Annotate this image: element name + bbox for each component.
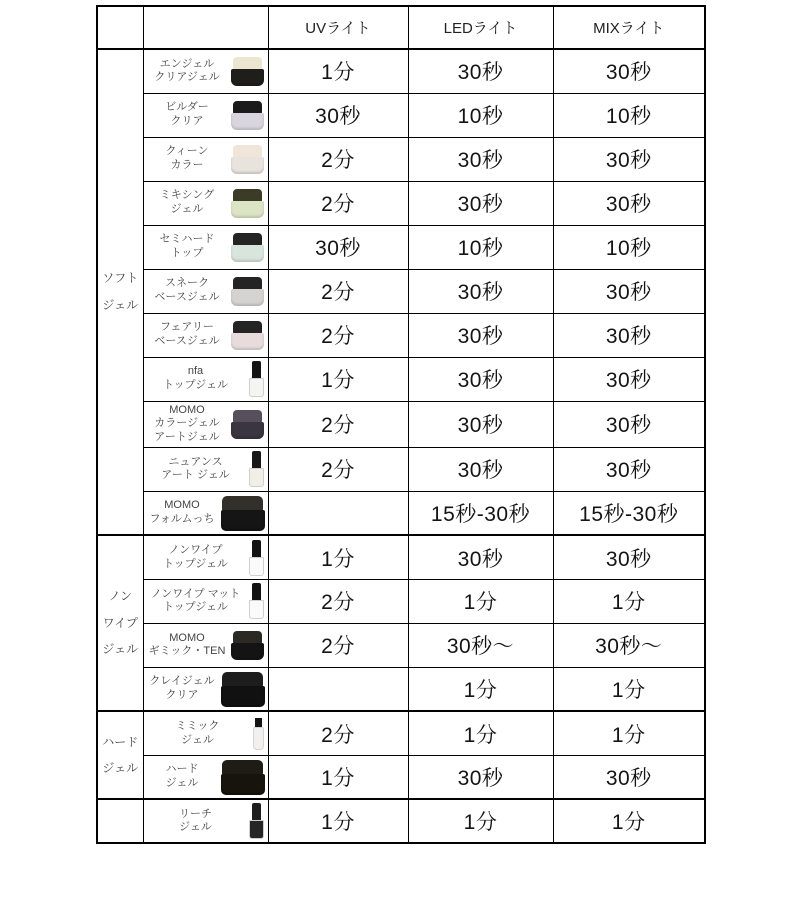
product-cell bbox=[143, 535, 268, 579]
product-name bbox=[147, 58, 228, 86]
product-name bbox=[147, 763, 218, 791]
icon-bottom-part bbox=[231, 643, 264, 660]
icon-bottom-part bbox=[231, 201, 264, 218]
led-time-cell: 30秒 bbox=[408, 535, 553, 579]
led-time-cell: 30秒〜 bbox=[408, 623, 553, 667]
header-category-cell bbox=[97, 6, 143, 49]
jar-icon bbox=[231, 145, 265, 174]
product-name bbox=[147, 544, 245, 572]
product-cell-inner bbox=[147, 277, 265, 306]
uv-time-cell: 2分 bbox=[268, 623, 408, 667]
uv-time-cell: 2分 bbox=[268, 137, 408, 181]
product-cell-inner bbox=[147, 803, 265, 839]
icon-top-part bbox=[222, 496, 263, 511]
header-uv-light: UVライト bbox=[268, 6, 408, 49]
mix-time-cell: 30秒 bbox=[553, 755, 705, 799]
icon-top-part bbox=[222, 760, 263, 775]
header-mix-light: MIXライト bbox=[553, 6, 705, 49]
icon-bottom-part bbox=[231, 289, 264, 306]
table-row bbox=[97, 269, 705, 313]
led-time-cell: 1分 bbox=[408, 799, 553, 843]
product-name-line: カラージェル bbox=[154, 417, 220, 430]
product-name-line: クィーン bbox=[165, 145, 209, 158]
product-cell-inner bbox=[147, 57, 265, 86]
icon-bottom-part bbox=[221, 686, 265, 707]
product-cell bbox=[143, 49, 268, 93]
product-cell-inner bbox=[147, 760, 265, 795]
category-cell bbox=[97, 711, 143, 799]
uv-time-cell: 1分 bbox=[268, 49, 408, 93]
product-name-line: ジェル bbox=[170, 203, 204, 215]
led-time-cell: 30秒 bbox=[408, 401, 553, 447]
icon-bottom-part bbox=[231, 422, 264, 439]
product-name bbox=[147, 499, 218, 527]
category-label-line: ワイプ bbox=[102, 615, 138, 630]
led-time-cell: 30秒 bbox=[408, 269, 553, 313]
led-time-cell: 10秒 bbox=[408, 225, 553, 269]
table-body bbox=[97, 49, 705, 843]
icon-top-part bbox=[233, 277, 262, 290]
bottle-icon bbox=[248, 451, 265, 487]
product-name bbox=[147, 404, 228, 445]
led-time-cell: 10秒 bbox=[408, 93, 553, 137]
icon-top-part bbox=[233, 145, 262, 158]
icon-bottom-part bbox=[231, 113, 264, 130]
icon-bottom-part bbox=[221, 774, 265, 795]
header-row bbox=[97, 6, 705, 49]
uv-time-cell: 2分 bbox=[268, 579, 408, 623]
product-name-line: ニュアンス bbox=[168, 455, 223, 468]
product-name-line: ミミック bbox=[175, 719, 220, 732]
uv-time-cell: 2分 bbox=[268, 181, 408, 225]
product-name bbox=[147, 145, 228, 173]
table-row bbox=[97, 799, 705, 843]
icon-top-part bbox=[222, 672, 263, 687]
product-cell bbox=[143, 313, 268, 357]
header-product-cell bbox=[143, 6, 268, 49]
product-name-line: カラー bbox=[170, 159, 204, 171]
uv-time-cell: 30秒 bbox=[268, 93, 408, 137]
product-name-line: ジェル bbox=[179, 821, 212, 834]
led-time-cell: 30秒 bbox=[408, 755, 553, 799]
led-time-cell: 1分 bbox=[408, 579, 553, 623]
mix-time-cell: 30秒 bbox=[553, 401, 705, 447]
mix-time-cell: 1分 bbox=[553, 667, 705, 711]
product-name-line: クリア bbox=[170, 115, 204, 127]
uv-time-cell: 2分 bbox=[268, 401, 408, 447]
led-time-cell: 30秒 bbox=[408, 313, 553, 357]
product-cell-inner bbox=[147, 189, 265, 218]
product-cell-inner bbox=[147, 672, 265, 707]
mix-time-cell: 15秒-30秒 bbox=[553, 491, 705, 535]
led-time-cell: 30秒 bbox=[408, 137, 553, 181]
mix-time-cell: 30秒 bbox=[553, 447, 705, 491]
bottle-icon bbox=[248, 583, 265, 619]
uv-time-cell: 1分 bbox=[268, 535, 408, 579]
uv-time-cell: 2分 bbox=[268, 269, 408, 313]
product-name-line: ギミック・TEN bbox=[148, 645, 226, 658]
table-row bbox=[97, 357, 705, 401]
product-name bbox=[147, 101, 228, 129]
icon-bottom-part bbox=[249, 468, 264, 487]
icon-bottom-part bbox=[231, 333, 264, 350]
category-label-line: ジェル bbox=[102, 641, 139, 656]
icon-bottom-part bbox=[249, 820, 264, 839]
table-row bbox=[97, 225, 705, 269]
category-cell bbox=[97, 535, 143, 711]
product-cell bbox=[143, 579, 268, 623]
led-time-cell: 15秒-30秒 bbox=[408, 491, 553, 535]
icon-top-part bbox=[233, 410, 262, 423]
product-cell-inner bbox=[147, 451, 265, 487]
product-name-line: トップ bbox=[170, 247, 204, 259]
product-cell bbox=[143, 181, 268, 225]
product-cell-inner bbox=[147, 583, 265, 619]
uv-time-cell: 1分 bbox=[268, 755, 408, 799]
table-row bbox=[97, 181, 705, 225]
product-name-line: クリア bbox=[165, 689, 199, 701]
category-label-line: ノン bbox=[108, 589, 133, 604]
table-row bbox=[97, 711, 705, 755]
product-name bbox=[147, 808, 245, 836]
product-cell bbox=[143, 225, 268, 269]
product-name-line: リーチ bbox=[179, 807, 212, 820]
product-name-line: アート ジェル bbox=[161, 469, 230, 482]
icon-top-part bbox=[252, 803, 261, 820]
icon-top-part bbox=[252, 451, 261, 468]
product-name bbox=[147, 321, 228, 349]
category-label-line: ジェル bbox=[102, 297, 139, 312]
led-time-cell: 30秒 bbox=[408, 181, 553, 225]
product-name-line: フェアリー bbox=[159, 321, 214, 334]
product-cell bbox=[143, 667, 268, 711]
product-cell-inner bbox=[147, 321, 265, 350]
product-name-line: nfa bbox=[187, 365, 204, 378]
jar-icon bbox=[231, 631, 265, 660]
table-row bbox=[97, 623, 705, 667]
product-name-line: MOMO bbox=[164, 499, 200, 512]
mix-time-cell: 30秒 bbox=[553, 313, 705, 357]
header-led-light: LEDライト bbox=[408, 6, 553, 49]
category-cell bbox=[97, 49, 143, 535]
icon-bottom-part bbox=[231, 245, 264, 262]
product-cell-inner bbox=[147, 631, 265, 660]
bottle-icon bbox=[248, 540, 265, 576]
jar-icon bbox=[231, 410, 265, 439]
product-name-line: エンジェル bbox=[159, 57, 215, 70]
product-cell-inner bbox=[147, 718, 265, 750]
product-name bbox=[147, 632, 228, 660]
jar-icon bbox=[231, 101, 265, 130]
jar-large-icon bbox=[221, 672, 265, 707]
product-cell-inner bbox=[147, 496, 265, 531]
product-cell bbox=[143, 623, 268, 667]
product-cell-inner bbox=[147, 404, 265, 445]
icon-top-part bbox=[252, 361, 261, 378]
category-label-line: ソフト bbox=[102, 271, 139, 286]
mix-time-cell: 10秒 bbox=[553, 93, 705, 137]
icon-top-part bbox=[233, 101, 262, 114]
jar-icon bbox=[231, 233, 265, 262]
mix-time-cell: 30秒 bbox=[553, 357, 705, 401]
led-time-cell: 1分 bbox=[408, 711, 553, 755]
led-time-cell: 30秒 bbox=[408, 357, 553, 401]
led-time-cell: 30秒 bbox=[408, 447, 553, 491]
product-name-line: スネーク bbox=[165, 277, 209, 290]
jar-large-icon bbox=[221, 760, 265, 795]
mix-time-cell: 1分 bbox=[553, 799, 705, 843]
product-cell bbox=[143, 755, 268, 799]
bottle-icon bbox=[248, 803, 265, 839]
product-name-line: ノンワイプ マット bbox=[150, 587, 241, 600]
table-row bbox=[97, 401, 705, 447]
product-cell-inner bbox=[147, 233, 265, 262]
product-name-line: クリアジェル bbox=[154, 71, 220, 84]
product-name-line: ベースジェル bbox=[154, 335, 220, 347]
led-time-cell: 30秒 bbox=[408, 49, 553, 93]
gel-cure-time-table bbox=[96, 5, 706, 844]
mix-time-cell: 30秒 bbox=[553, 137, 705, 181]
product-name-line: ミキシング bbox=[159, 189, 215, 202]
tube-icon bbox=[252, 718, 265, 750]
product-name bbox=[147, 365, 245, 393]
product-cell bbox=[143, 357, 268, 401]
product-cell bbox=[143, 401, 268, 447]
table-row bbox=[97, 49, 705, 93]
table-row bbox=[97, 667, 705, 711]
product-cell bbox=[143, 799, 268, 843]
product-cell bbox=[143, 137, 268, 181]
category-label-line: ジェル bbox=[102, 760, 139, 775]
product-cell-inner bbox=[147, 540, 265, 576]
uv-time-cell: 1分 bbox=[268, 799, 408, 843]
product-name-line: ノンワイプ bbox=[168, 543, 223, 556]
mix-time-cell: 30秒 bbox=[553, 535, 705, 579]
product-name-line: アートジェル bbox=[154, 431, 220, 443]
jar-large-icon bbox=[221, 496, 265, 531]
product-name bbox=[147, 675, 218, 703]
mix-time-cell: 30秒〜 bbox=[553, 623, 705, 667]
table-row bbox=[97, 137, 705, 181]
table-row bbox=[97, 535, 705, 579]
uv-time-cell: 30秒 bbox=[268, 225, 408, 269]
table-row bbox=[97, 755, 705, 799]
icon-top-part bbox=[233, 321, 262, 334]
icon-bottom-part bbox=[249, 600, 264, 619]
icon-top-part bbox=[252, 540, 261, 557]
icon-top-part bbox=[233, 631, 262, 644]
mix-time-cell: 30秒 bbox=[553, 269, 705, 313]
table-row bbox=[97, 447, 705, 491]
product-name-line: ジェル bbox=[181, 733, 214, 746]
icon-top-part bbox=[233, 57, 262, 70]
icon-top-part bbox=[233, 189, 262, 202]
icon-bottom-part bbox=[231, 69, 264, 86]
product-name-line: ビルダー bbox=[165, 101, 209, 114]
uv-time-cell bbox=[268, 491, 408, 535]
uv-time-cell: 2分 bbox=[268, 313, 408, 357]
product-name bbox=[147, 277, 228, 305]
icon-bottom-part bbox=[253, 727, 264, 750]
category-cell bbox=[97, 799, 143, 843]
jar-icon bbox=[231, 321, 265, 350]
table-row bbox=[97, 313, 705, 357]
icon-top-part bbox=[255, 718, 262, 727]
icon-bottom-part bbox=[221, 510, 265, 531]
product-name-line: ジェル bbox=[165, 777, 199, 789]
product-name bbox=[147, 233, 228, 261]
product-name-line: ベースジェル bbox=[154, 291, 220, 303]
product-name-line: トップジェル bbox=[162, 601, 228, 614]
product-name-line: ハード bbox=[165, 763, 199, 776]
product-cell bbox=[143, 447, 268, 491]
bottle-icon bbox=[248, 361, 265, 397]
led-time-cell: 1分 bbox=[408, 667, 553, 711]
jar-icon bbox=[231, 57, 265, 86]
product-name-line: セミハード bbox=[159, 233, 215, 246]
uv-time-cell: 2分 bbox=[268, 711, 408, 755]
product-cell-inner bbox=[147, 101, 265, 130]
category-label-line: ハード bbox=[102, 734, 139, 749]
product-cell bbox=[143, 491, 268, 535]
product-name-line: MOMO bbox=[169, 631, 205, 644]
uv-time-cell: 2分 bbox=[268, 447, 408, 491]
product-cell bbox=[143, 93, 268, 137]
jar-icon bbox=[231, 277, 265, 306]
product-name bbox=[147, 588, 245, 616]
icon-bottom-part bbox=[231, 157, 264, 174]
mix-time-cell: 1分 bbox=[553, 579, 705, 623]
product-cell bbox=[143, 711, 268, 755]
product-cell-inner bbox=[147, 145, 265, 174]
product-name-line: フォルムっち bbox=[149, 513, 215, 525]
mix-time-cell: 30秒 bbox=[553, 181, 705, 225]
mix-time-cell: 10秒 bbox=[553, 225, 705, 269]
product-name bbox=[147, 189, 228, 217]
product-cell-inner bbox=[147, 361, 265, 397]
uv-time-cell: 1分 bbox=[268, 357, 408, 401]
table-row bbox=[97, 579, 705, 623]
product-name bbox=[147, 720, 249, 748]
table-row bbox=[97, 93, 705, 137]
product-cell bbox=[143, 269, 268, 313]
uv-time-cell bbox=[268, 667, 408, 711]
product-name-line: MOMO bbox=[169, 403, 205, 416]
icon-bottom-part bbox=[249, 378, 264, 397]
mix-time-cell: 1分 bbox=[553, 711, 705, 755]
jar-icon bbox=[231, 189, 265, 218]
product-name bbox=[147, 456, 245, 484]
product-name-line: トップジェル bbox=[162, 557, 228, 570]
product-name-line: トップジェル bbox=[162, 379, 228, 391]
icon-top-part bbox=[252, 583, 261, 600]
mix-time-cell: 30秒 bbox=[553, 49, 705, 93]
table-row bbox=[97, 491, 705, 535]
product-name-line: クレイジェル bbox=[149, 675, 215, 688]
icon-top-part bbox=[233, 233, 262, 246]
icon-bottom-part bbox=[249, 557, 264, 576]
